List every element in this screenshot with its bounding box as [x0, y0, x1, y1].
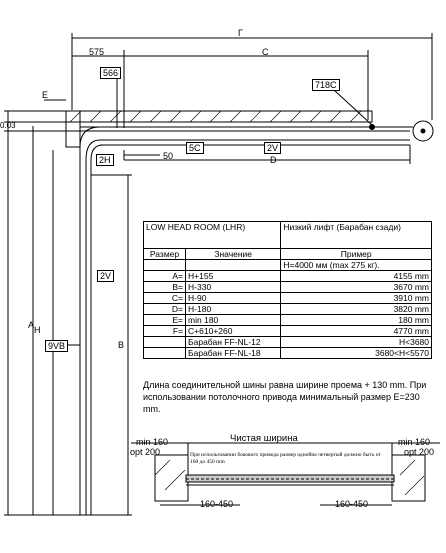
- example-subheader: H=4000 мм (max 275 кг).: [281, 260, 432, 271]
- row-value: H+155: [186, 271, 281, 282]
- table-row: [144, 304, 432, 315]
- table-row: [144, 293, 432, 304]
- row-example: H<3680: [281, 337, 432, 348]
- side-drive-note: При использовании бокового привода размер однойна четвертый должно быть от 160 до 450 mm: [190, 452, 381, 465]
- dimension-003-label: 0.03: [0, 121, 16, 130]
- callout-2h: 2H: [96, 154, 114, 166]
- callout-2v-side: 2V: [97, 270, 114, 282]
- row-example: 3910 mm: [281, 293, 432, 304]
- table-title-right: Низкий лифт (Барабан сзади): [281, 222, 432, 249]
- opt200-right-label: opt 200: [404, 447, 435, 457]
- range-left-label: 160-450: [200, 499, 234, 509]
- connector-note: Длина соединительной шины равна ширине проема + 130 mm. При использовании потолочного привода минимальный размер E=230 mm.: [143, 380, 427, 414]
- row-value: Барабан FF-NL-18: [186, 348, 281, 359]
- table-row: [144, 282, 432, 293]
- dimension-e-label: E: [42, 90, 49, 100]
- col-example-header: Пример: [281, 249, 432, 260]
- row-size: A=: [144, 271, 186, 282]
- col-size-header: Размер: [144, 249, 186, 260]
- row-example: 4770 mm: [281, 326, 432, 337]
- row-value: C+610+260: [186, 326, 281, 337]
- callout-718c: 718C: [312, 79, 340, 91]
- row-size: [144, 348, 186, 359]
- callout-566: 566: [100, 67, 121, 79]
- dimension-f-label: Г: [238, 28, 243, 38]
- row-size: F=: [144, 326, 186, 337]
- row-value: H-90: [186, 293, 281, 304]
- min160-right-label: min 160: [398, 437, 431, 447]
- callout-9vb: 9VB: [45, 340, 68, 352]
- dimension-d-label: D: [270, 155, 277, 165]
- callout-5c: 5C: [186, 142, 204, 154]
- table-row: [144, 348, 432, 359]
- dimension-50-label: 50: [163, 151, 174, 161]
- row-size: D=: [144, 304, 186, 315]
- dimension-h-label: H: [34, 325, 41, 335]
- row-example: 3670 mm: [281, 282, 432, 293]
- callout-2v-top: 2V: [264, 142, 281, 154]
- col-value-header: Значение: [186, 249, 281, 260]
- row-example: 3820 mm: [281, 304, 432, 315]
- row-value: H-180: [186, 304, 281, 315]
- row-example: 4155 mm: [281, 271, 432, 282]
- dimension-b-label: B: [118, 340, 125, 350]
- spec-table: [143, 221, 432, 359]
- clear-width-title: Чистая ширина: [230, 433, 298, 444]
- dimension-c-label: C: [262, 47, 269, 57]
- table-row: [144, 315, 432, 326]
- row-value: min 180: [186, 315, 281, 326]
- opt200-left-label: opt 200: [130, 447, 161, 457]
- row-example: 180 mm: [281, 315, 432, 326]
- row-size: B=: [144, 282, 186, 293]
- row-value: H-330: [186, 282, 281, 293]
- row-size: C=: [144, 293, 186, 304]
- range-right-label: 160-450: [335, 499, 369, 509]
- table-row: [144, 337, 432, 348]
- min160-left-label: min 160: [136, 437, 169, 447]
- row-size: [144, 337, 186, 348]
- dimension-575-label: 575: [89, 47, 105, 57]
- table-row: [144, 326, 432, 337]
- row-size: E=: [144, 315, 186, 326]
- table-title-left: LOW HEAD ROOM (LHR): [144, 222, 281, 249]
- table-row: [144, 271, 432, 282]
- dimension-a-label: A: [28, 320, 35, 330]
- row-value: Барабан FF-NL-12: [186, 337, 281, 348]
- row-example: 3680<H<5570: [281, 348, 432, 359]
